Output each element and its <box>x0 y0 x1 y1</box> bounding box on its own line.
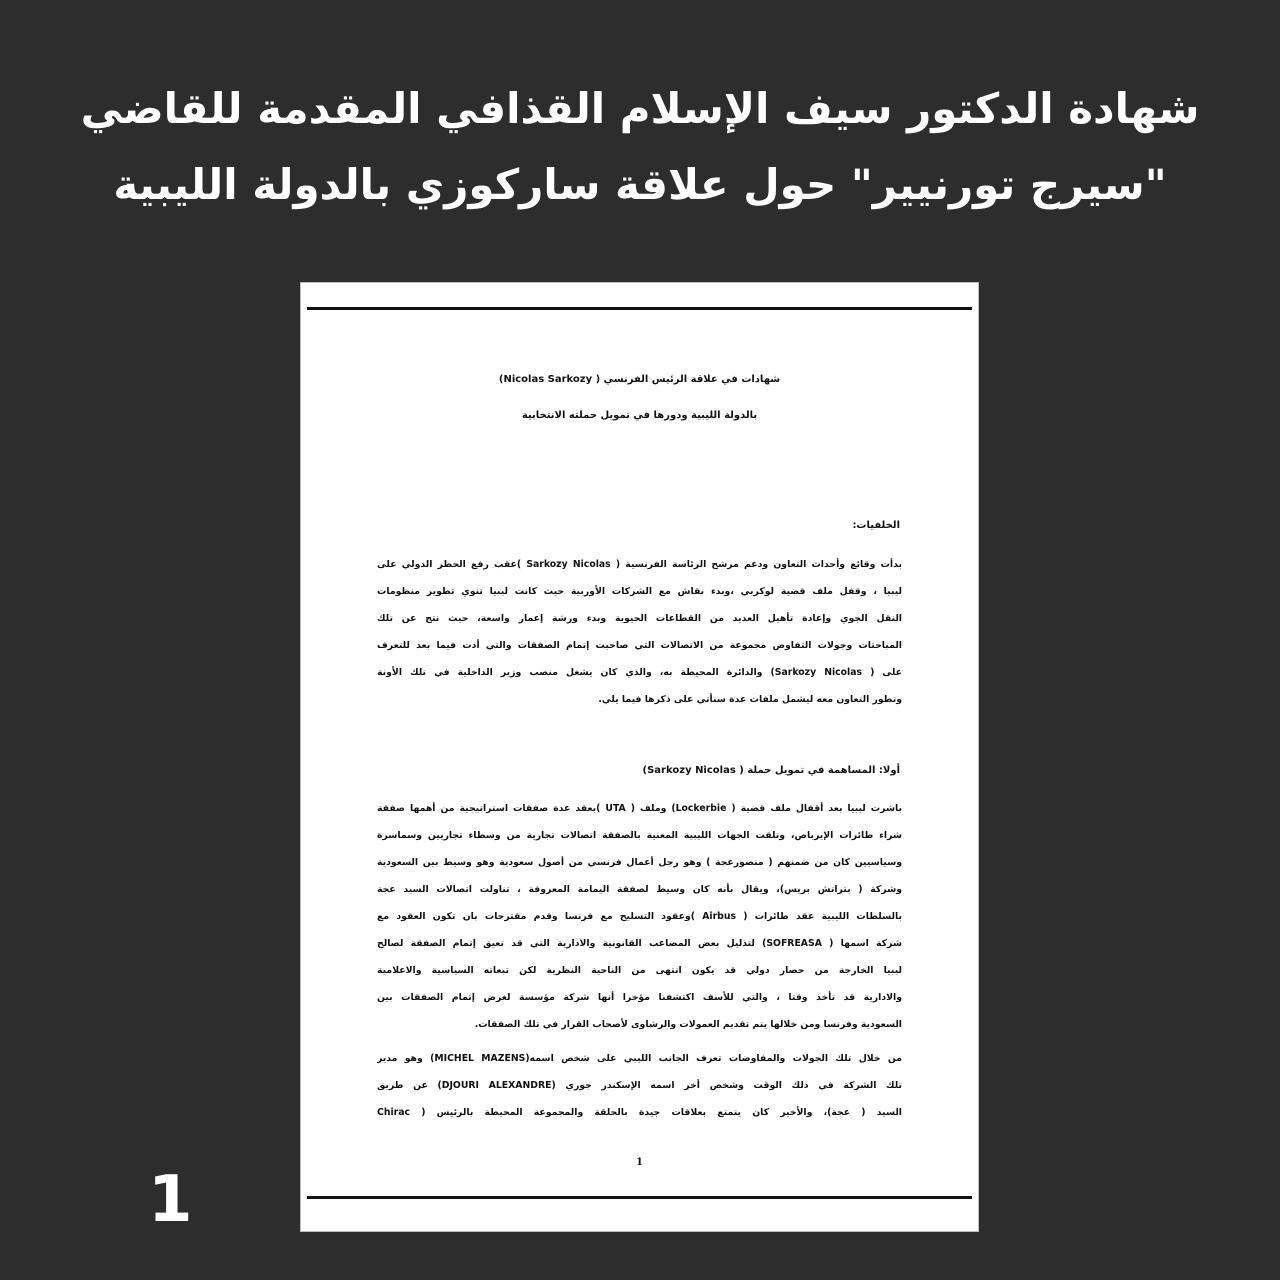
background-paragraph <box>377 551 902 713</box>
page-footer-number: 1 <box>636 1157 643 1168</box>
paragraph-line: شراء طائرات الإيرباص، وتلقت الجهات الليبية المعنية بالصفقة اتصالات تجارية من وسطاء تجاريين وسماسرة <box>377 830 902 841</box>
headline-line-2: "سيرج تورنيير" حول علاقة ساركوزي بالدولة الليبية <box>113 160 1167 209</box>
paragraph-line: وتطور التعاون معه ليشمل ملفات عدة سنأتي على ذكرها فيما يلي. <box>598 694 902 705</box>
paragraph-line: ليبيا الخارجة من حصار دولي قد يكون انتهى من الناحية النظرية لكن تبعاته السياسية والاعلامية <box>377 965 902 976</box>
slide-number: 1 <box>148 1163 193 1237</box>
paragraph-line: وسياسيين كان من ضمنهم ( منصورعجة ) وهو رجل أعمال فرنسي من أصول سعودية وهو وسيط بين السعودية <box>377 857 902 868</box>
paragraph-line: السيد ( عجة)، والأخير كان يتمتع بعلاقات جيدة بالحلقة والمجموعة المحيطة بالرئيس ( Chirac <box>377 1107 902 1118</box>
paragraph-line: وشركة ( بتراتش بريس)، ويقال بأنه كان وسيط لصفقة اليمامة المعروفة ، تناولت اتصالات السيد عجة <box>377 884 902 895</box>
paragraph-line: من خلال تلك الجولات والمفاوضات تعرف الجانب الليبي على شخص اسمه(MICHEL MAZENS) وهو مدير <box>377 1053 902 1064</box>
section-1-heading: أولا: المساهمة في تمويل حملة ( Sarkozy Nicolas) <box>642 765 900 776</box>
bottom-rule <box>307 1196 972 1199</box>
paragraph-line: على ( Sarkozy Nicolas) والدائرة المحيطة به، والذي كان يشغل منصب وزير الداخلية في تلك الأونة <box>377 667 902 678</box>
headline <box>60 84 1220 209</box>
document-title-line-2: بالدولة الليبية ودورها في تمويل حملته الانتخابية <box>521 410 758 421</box>
headline-line-1: شهادة الدكتور سيف الإسلام القذافي المقدمة للقاضي <box>80 84 1200 133</box>
document-page <box>300 282 979 1232</box>
paragraph-line: والادارية قد تأخذ وقتا ، والتي للأسف اكتشفنا مؤخرا أنها شركة مؤسسة لغرض إتمام الصفقات بين <box>377 992 902 1003</box>
paragraph-line: السعودية وفرنسا ومن خلالها يتم تقديم العمولات والرشاوى لأصحاب القرار في تلك الصفقات. <box>474 1019 902 1030</box>
section-1b-paragraph <box>377 1045 902 1126</box>
paragraph-line: شركة اسمها ( SOFREASA) لتذليل بعض المصاعب القانونية والادارية التي قد تعيق إتمام الصفقة لصالح <box>377 938 902 949</box>
paragraph-line: المباحثات وجولات التفاوض مجموعة من الاتصالات التي صاحبت إتمام الصفقات والتي أدت فيما بعد للتعرف <box>377 640 902 651</box>
background-heading: الخلفيات: <box>852 520 900 531</box>
paragraph-line: بالسلطات الليبية عقد طائرات ( Airbus )وعقود التسليح مع فرنسا وقدم مقترحات بان تكون العقود مع <box>377 911 902 922</box>
document-title-line-1: شهادات في علاقة الرئيس الفرنسي ( Nicolas Sarkozy) <box>498 374 781 385</box>
paragraph-line: النقل الجوي وإعادة تأهيل العديد من القطاعات الحيوية وبدء ورشة إعمار واسعة، حيث نتج عن تلك <box>377 613 902 624</box>
top-rule <box>307 307 972 310</box>
section-1-paragraph <box>377 795 902 1038</box>
paragraph-line: تلك الشركة في ذلك الوقت وشخص أخر اسمه الإسكندر جوري (DJOURI ALEXANDRE) عن طريق <box>377 1080 902 1091</box>
paragraph-line: بدأت وقائع وأحداث التعاون ودعم مرشح الرئاسة الفرنسية ( Sarkozy Nicolas )عقب رفع الحظر الدولي على <box>377 559 902 570</box>
paragraph-line: باشرت ليبيا بعد أقفال ملف قضية ( Lockerbie) وملف ( UTA )بعقد عدة صفقات استراتيجية من أهمها صفقة <box>377 803 902 814</box>
paragraph-line: ليبيا ، وقفل ملف قضية لوكربي ،وبدء نقاش مع الشركات الأوربية حيث كانت ليبيا تنوي تطوير منظومات <box>377 586 902 597</box>
